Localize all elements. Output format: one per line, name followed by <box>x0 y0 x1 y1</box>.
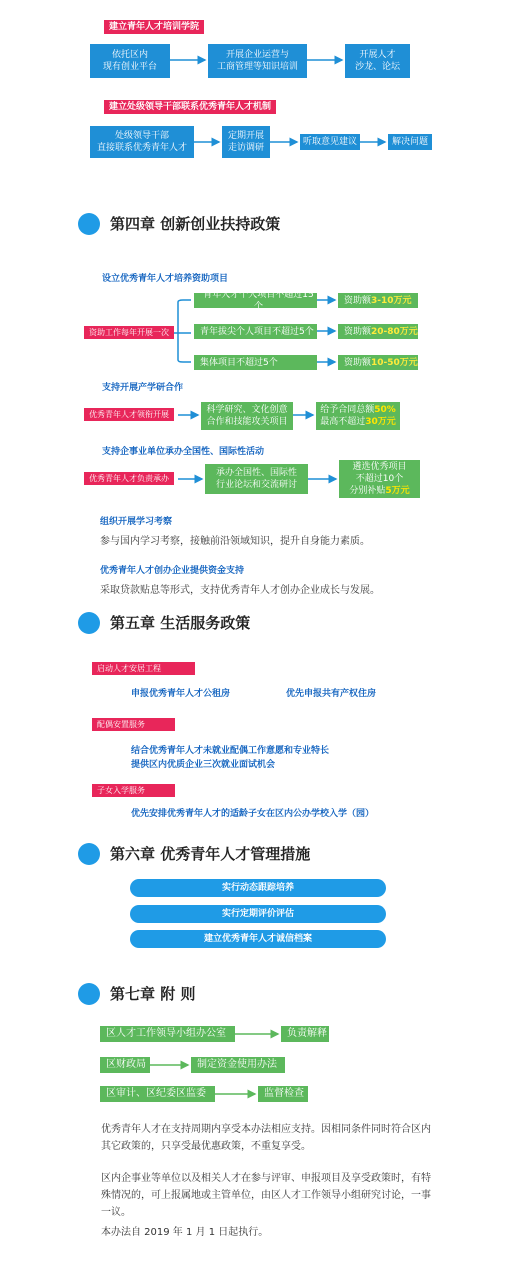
amount-value: 10-50万元 <box>371 357 418 368</box>
amount-box: 资助额 10-50万元 <box>338 355 418 370</box>
section-tag: 优秀青年人才负责承办 <box>84 472 174 485</box>
flow-box: 开展人才 沙龙、论坛 <box>345 44 410 78</box>
paragraph: 本办法自 2019 年 1 月 1 日起执行。 <box>101 1227 269 1238</box>
paragraph: 优秀青年人才在支持周期内享受本办法相应支持。因相同条件同时符合区内其它政策的，只享受最优惠政策，不重复享受。 <box>101 1124 431 1152</box>
paragraph: 区内企事业等单位以及相关人才在参与评审、申报项目及享受政策时，有特殊情况的，可上报属地或主管单位，由区人才工作领导小组研究讨论，一事一议。 <box>101 1173 431 1218</box>
duty-box: 制定资金使用办法 <box>191 1057 285 1073</box>
bracket <box>178 300 191 333</box>
flow-box: 解决问题 <box>388 134 432 150</box>
subsection-heading: 组织开展学习考察 <box>100 517 173 527</box>
flow-box: 定期开展 走访调研 <box>222 126 270 158</box>
paragraph: 参与国内学习考察，接触前沿领域知识，提升自身能力素质。 <box>100 536 370 547</box>
item-box: 青年拔尖个人项目不超过5个 <box>194 324 317 339</box>
section-tag: 优秀青年人才领衔开展 <box>84 408 174 421</box>
amount-value: 20-80万元 <box>371 326 418 337</box>
chapter-dot <box>78 612 100 634</box>
subsection-heading: 优秀青年人才创办企业提供资金支持 <box>100 566 245 576</box>
service-item: 优先安排优秀青年人才的适龄子女在区内公办学校入学（园） <box>131 809 375 819</box>
flow-box: 开展企业运营与 工商管理等知识培训 <box>208 44 307 78</box>
result-box: 给予合同总额50% 最高不超过30万元 <box>316 402 400 430</box>
flow-box: 处级领导干部 直接联系优秀青年人才 <box>90 126 194 158</box>
dept-box: 区审计、区纪委区监委 <box>100 1086 215 1102</box>
section-tag: 建立处级领导干部联系优秀青年人才机制 <box>104 100 276 114</box>
amount-value: 3-10万元 <box>371 295 412 306</box>
measure-pill: 实行动态跟踪培养 <box>130 879 386 897</box>
service-item: 优先申报共有产权住房 <box>286 689 377 699</box>
paragraph: 采取贷款贴息等形式，支持优秀青年人才创办企业成长与发展。 <box>100 585 380 596</box>
section-tag: 资助工作每年开展一次 <box>84 326 174 339</box>
duty-box: 监督检查 <box>258 1086 308 1102</box>
result-box: 遴选优秀项目 不超过10个 分别补贴5万元 <box>339 460 420 498</box>
flow-box: 听取意见建议 <box>300 134 360 150</box>
flow-box: 依托区内 现有创业平台 <box>90 44 170 78</box>
duty-box: 负责解释 <box>281 1026 329 1042</box>
section-tag: 子女入学服务 <box>92 784 175 797</box>
chapter-title: 第六章 优秀青年人才管理措施 <box>110 845 311 863</box>
measure-pill: 建立优秀青年人才诚信档案 <box>130 930 386 948</box>
section-tag: 配偶安置服务 <box>92 718 175 731</box>
chapter-dot <box>78 843 100 865</box>
dept-box: 区人才工作领导小组办公室 <box>100 1026 235 1042</box>
subsection-heading: 支持企事业单位承办全国性、国际性活动 <box>102 447 265 457</box>
service-item: 申报优秀青年人才公租房 <box>131 689 231 699</box>
section-tag: 启动人才安居工程 <box>92 662 195 675</box>
dept-box: 区财政局 <box>100 1057 150 1073</box>
item-box: 集体项目不超过5个 <box>194 355 317 370</box>
chapter-title: 第五章 生活服务政策 <box>110 614 251 632</box>
bracket <box>178 333 191 362</box>
chapter-title: 第四章 创新创业扶持政策 <box>110 215 281 233</box>
chapter-dot <box>78 213 100 235</box>
chapter-title: 第七章 附 则 <box>110 985 196 1003</box>
item-box: 承办全国性、国际性 行业论坛和交流研讨 <box>205 464 308 494</box>
item-box: 科学研究、文化创意 合作和技能攻关项目 <box>201 402 293 430</box>
amount-box: 资助额 20-80万元 <box>338 324 418 339</box>
section-tag: 建立青年人才培训学院 <box>104 20 204 34</box>
subsection-heading: 设立优秀青年人才培养资助项目 <box>102 274 229 284</box>
measure-pill: 实行定期评价评估 <box>130 905 386 923</box>
service-item: 提供区内优质企业三次就业面试机会 <box>131 760 276 770</box>
item-box: 青年人才个人项目不超过15个 <box>194 293 317 308</box>
service-item: 结合优秀青年人才未就业配偶工作意愿和专业特长 <box>131 746 330 756</box>
amount-box: 资助额 3-10万元 <box>338 293 418 308</box>
chapter-dot <box>78 983 100 1005</box>
subsection-heading: 支持开展产学研合作 <box>102 383 184 393</box>
